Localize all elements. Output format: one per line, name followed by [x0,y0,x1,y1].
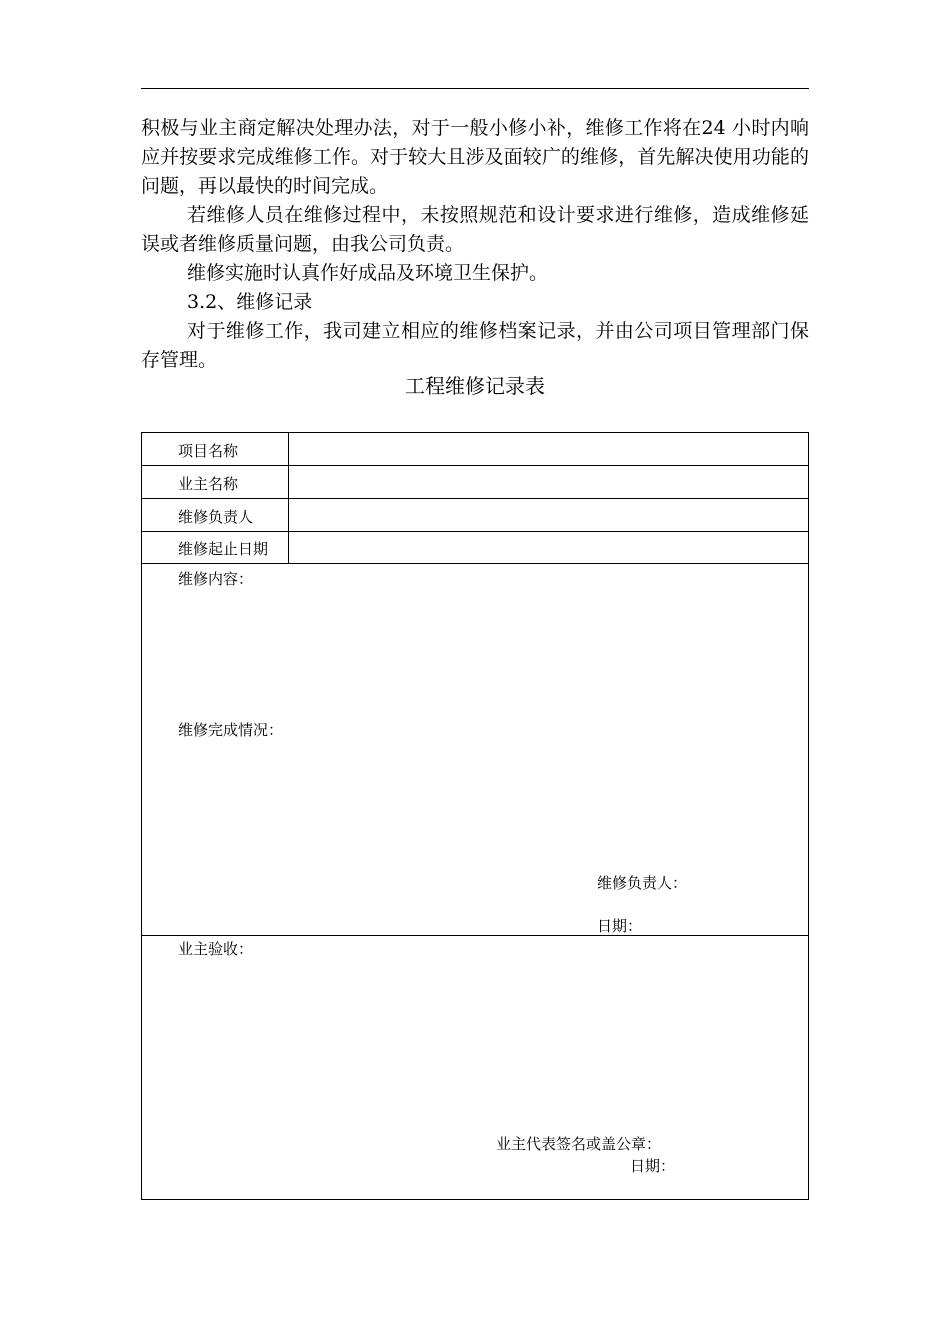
form-title: 工程维修记录表 [405,374,545,398]
paragraph-2: 若维修人员在维修过程中，未按照规范和设计要求进行维修，造成维修延误或者维修质量问题，由我公司负责。 [141,204,809,255]
completion-label: 维修完成情况： [178,721,284,739]
paragraph-1: 积极与业主商定解决处理办法，对于一般小修小补，维修工作将在24 小时内响应并按要求完成维修工作。对于较大且涉及面较广的维修，首先解决使用功能的问题，再以最快的时间完成。 [141,117,809,197]
repair-lead-label: 维修负责人 [178,508,254,526]
section-heading: 3.2、维修记录 [187,291,313,313]
paragraph-5: 对于维修工作，我司建立相应的维修档案记录，并由公司项目管理部门保存管理。 [141,320,809,371]
header-rule [141,88,809,89]
owner-signature-label: 业主代表签名或盖公章： [496,1135,662,1153]
form-row-dates [142,532,808,564]
repair-record-form [141,432,809,1200]
owner-acceptance-label: 业主验收： [178,940,254,958]
project-name-label: 项目名称 [178,442,239,460]
paragraph-3: 维修实施时认真作好成品及环境卫生保护。 [187,262,549,284]
repair-date-label: 日期： [597,917,643,935]
repair-lead-signature-label: 维修负责人： [597,874,688,892]
repair-content-label: 维修内容： [178,570,254,588]
form-row-lead [142,499,808,532]
repair-dates-label: 维修起止日期 [178,540,269,558]
form-row-project [142,433,808,466]
form-row-owner [142,466,808,499]
owner-date-label: 日期： [630,1157,676,1175]
section-divider [142,935,808,936]
owner-name-label: 业主名称 [178,475,239,493]
